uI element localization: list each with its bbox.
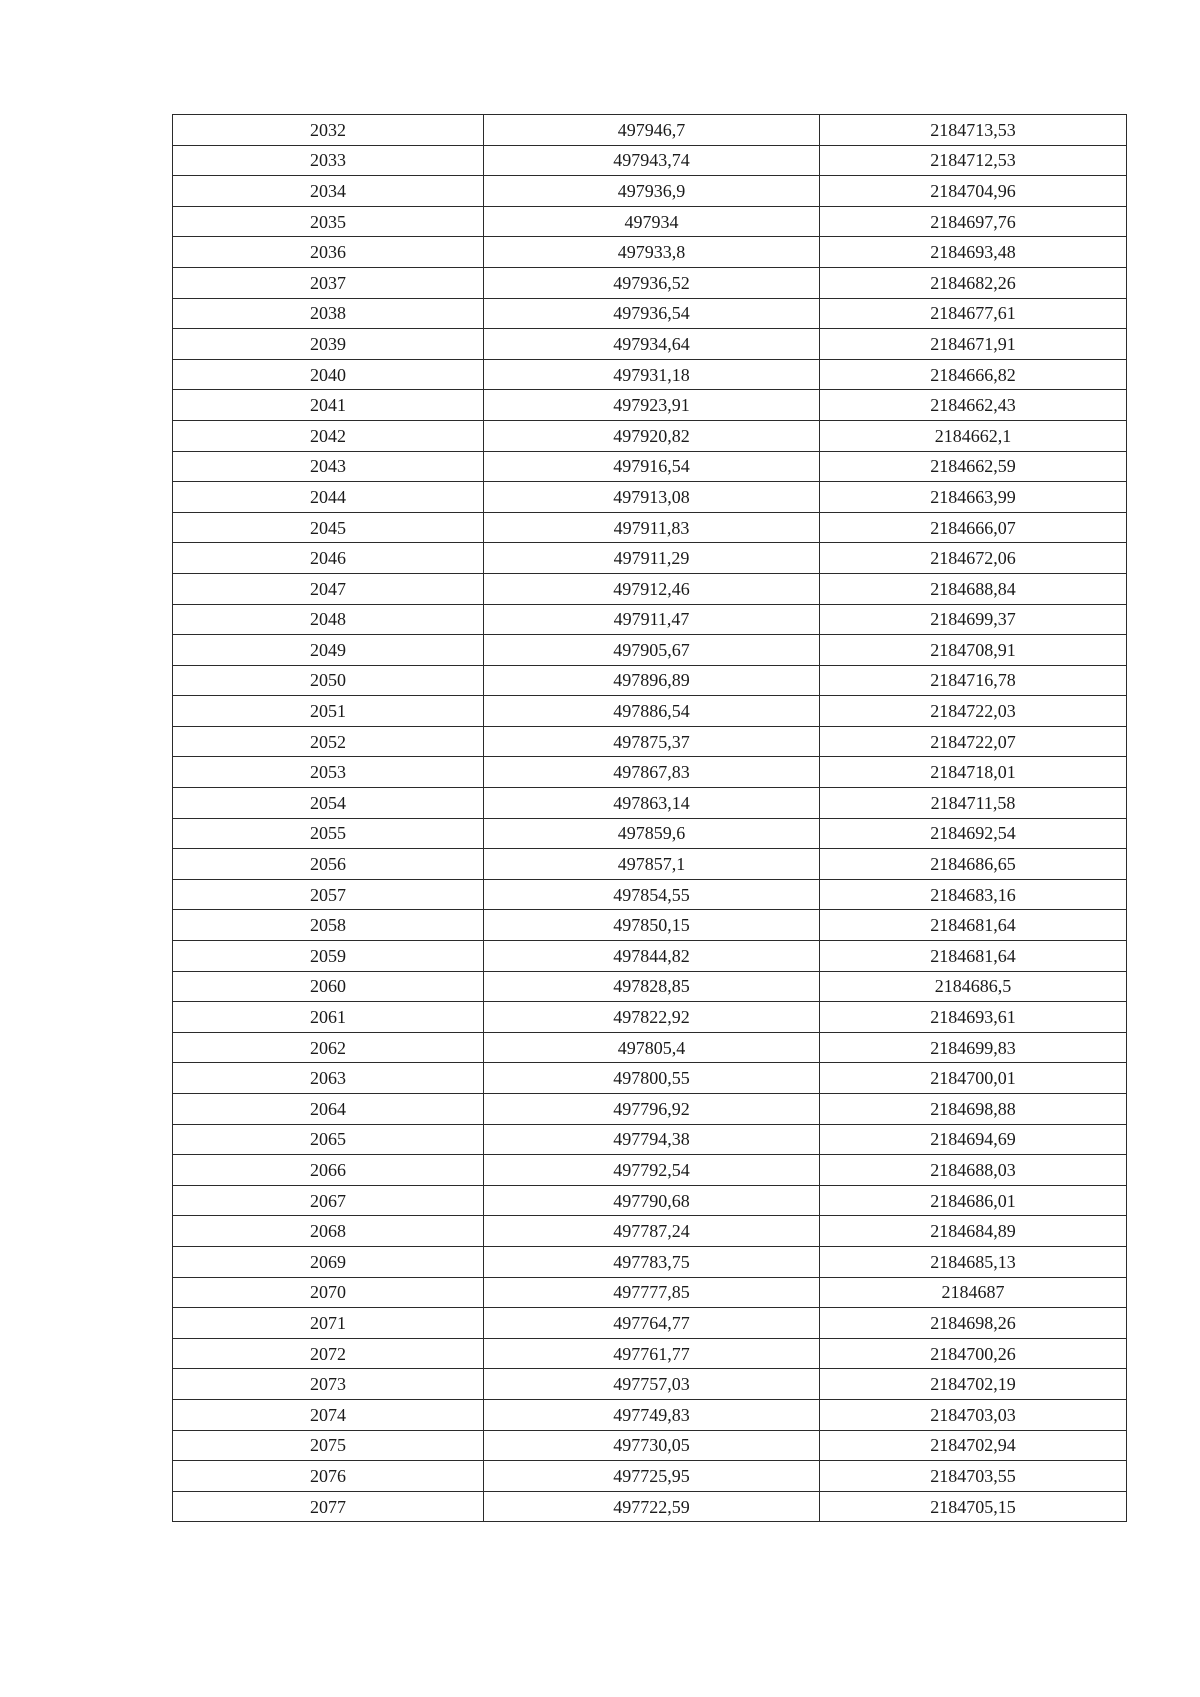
table-row <box>173 1369 1127 1400</box>
x-coordinate-cell: 497822,92 <box>484 1002 820 1033</box>
point-number-cell: 2056 <box>173 849 484 880</box>
table-row <box>173 726 1127 757</box>
table-row <box>173 1491 1127 1522</box>
table-row <box>173 604 1127 635</box>
point-number-cell: 2077 <box>173 1491 484 1522</box>
x-coordinate-cell: 497936,9 <box>484 176 820 207</box>
point-number-cell: 2057 <box>173 879 484 910</box>
x-coordinate-cell: 497859,6 <box>484 818 820 849</box>
table-row <box>173 1399 1127 1430</box>
point-number-cell: 2046 <box>173 543 484 574</box>
point-number-cell: 2064 <box>173 1094 484 1125</box>
coordinates-table <box>172 114 1127 1522</box>
x-coordinate-cell: 497911,83 <box>484 512 820 543</box>
point-number-cell: 2067 <box>173 1185 484 1216</box>
y-coordinate-cell: 2184693,61 <box>820 1002 1127 1033</box>
x-coordinate-cell: 497912,46 <box>484 573 820 604</box>
table-row <box>173 1185 1127 1216</box>
y-coordinate-cell: 2184698,26 <box>820 1308 1127 1339</box>
x-coordinate-cell: 497796,92 <box>484 1094 820 1125</box>
point-number-cell: 2052 <box>173 726 484 757</box>
table-row <box>173 1430 1127 1461</box>
x-coordinate-cell: 497850,15 <box>484 910 820 941</box>
x-coordinate-cell: 497792,54 <box>484 1155 820 1186</box>
y-coordinate-cell: 2184681,64 <box>820 910 1127 941</box>
point-number-cell: 2037 <box>173 267 484 298</box>
table-row <box>173 298 1127 329</box>
point-number-cell: 2044 <box>173 482 484 513</box>
y-coordinate-cell: 2184692,54 <box>820 818 1127 849</box>
table-row <box>173 573 1127 604</box>
table-row <box>173 267 1127 298</box>
point-number-cell: 2076 <box>173 1461 484 1492</box>
x-coordinate-cell: 497783,75 <box>484 1246 820 1277</box>
point-number-cell: 2041 <box>173 390 484 421</box>
table-row <box>173 1124 1127 1155</box>
x-coordinate-cell: 497934,64 <box>484 329 820 360</box>
y-coordinate-cell: 2184666,07 <box>820 512 1127 543</box>
y-coordinate-cell: 2184686,01 <box>820 1185 1127 1216</box>
y-coordinate-cell: 2184662,1 <box>820 420 1127 451</box>
x-coordinate-cell: 497800,55 <box>484 1063 820 1094</box>
point-number-cell: 2039 <box>173 329 484 360</box>
x-coordinate-cell: 497913,08 <box>484 482 820 513</box>
x-coordinate-cell: 497863,14 <box>484 788 820 819</box>
x-coordinate-cell: 497920,82 <box>484 420 820 451</box>
table-row <box>173 941 1127 972</box>
table-row <box>173 1277 1127 1308</box>
point-number-cell: 2054 <box>173 788 484 819</box>
point-number-cell: 2073 <box>173 1369 484 1400</box>
y-coordinate-cell: 2184684,89 <box>820 1216 1127 1247</box>
y-coordinate-cell: 2184705,15 <box>820 1491 1127 1522</box>
y-coordinate-cell: 2184693,48 <box>820 237 1127 268</box>
y-coordinate-cell: 2184699,83 <box>820 1032 1127 1063</box>
x-coordinate-cell: 497911,29 <box>484 543 820 574</box>
point-number-cell: 2047 <box>173 573 484 604</box>
point-number-cell: 2075 <box>173 1430 484 1461</box>
point-number-cell: 2068 <box>173 1216 484 1247</box>
table-row <box>173 482 1127 513</box>
table-row <box>173 788 1127 819</box>
y-coordinate-cell: 2184708,91 <box>820 635 1127 666</box>
y-coordinate-cell: 2184677,61 <box>820 298 1127 329</box>
y-coordinate-cell: 2184686,5 <box>820 971 1127 1002</box>
y-coordinate-cell: 2184662,59 <box>820 451 1127 482</box>
point-number-cell: 2049 <box>173 635 484 666</box>
table-row <box>173 1032 1127 1063</box>
point-number-cell: 2061 <box>173 1002 484 1033</box>
table-row <box>173 145 1127 176</box>
x-coordinate-cell: 497844,82 <box>484 941 820 972</box>
table-row <box>173 420 1127 451</box>
table-row <box>173 329 1127 360</box>
point-number-cell: 2034 <box>173 176 484 207</box>
y-coordinate-cell: 2184694,69 <box>820 1124 1127 1155</box>
y-coordinate-cell: 2184713,53 <box>820 115 1127 146</box>
x-coordinate-cell: 497790,68 <box>484 1185 820 1216</box>
y-coordinate-cell: 2184662,43 <box>820 390 1127 421</box>
point-number-cell: 2036 <box>173 237 484 268</box>
x-coordinate-cell: 497722,59 <box>484 1491 820 1522</box>
table-row <box>173 115 1127 146</box>
table-row <box>173 359 1127 390</box>
y-coordinate-cell: 2184688,03 <box>820 1155 1127 1186</box>
point-number-cell: 2060 <box>173 971 484 1002</box>
x-coordinate-cell: 497764,77 <box>484 1308 820 1339</box>
point-number-cell: 2063 <box>173 1063 484 1094</box>
x-coordinate-cell: 497933,8 <box>484 237 820 268</box>
x-coordinate-cell: 497725,95 <box>484 1461 820 1492</box>
point-number-cell: 2043 <box>173 451 484 482</box>
point-number-cell: 2050 <box>173 665 484 696</box>
x-coordinate-cell: 497730,05 <box>484 1430 820 1461</box>
point-number-cell: 2040 <box>173 359 484 390</box>
y-coordinate-cell: 2184700,26 <box>820 1338 1127 1369</box>
point-number-cell: 2058 <box>173 910 484 941</box>
y-coordinate-cell: 2184697,76 <box>820 206 1127 237</box>
x-coordinate-cell: 497761,77 <box>484 1338 820 1369</box>
point-number-cell: 2042 <box>173 420 484 451</box>
x-coordinate-cell: 497905,67 <box>484 635 820 666</box>
table-row <box>173 849 1127 880</box>
table-row <box>173 665 1127 696</box>
coordinates-table-body <box>173 115 1127 1522</box>
point-number-cell: 2066 <box>173 1155 484 1186</box>
y-coordinate-cell: 2184702,19 <box>820 1369 1127 1400</box>
point-number-cell: 2048 <box>173 604 484 635</box>
x-coordinate-cell: 497931,18 <box>484 359 820 390</box>
table-row <box>173 818 1127 849</box>
y-coordinate-cell: 2184663,99 <box>820 482 1127 513</box>
table-row <box>173 910 1127 941</box>
y-coordinate-cell: 2184683,16 <box>820 879 1127 910</box>
y-coordinate-cell: 2184716,78 <box>820 665 1127 696</box>
y-coordinate-cell: 2184687 <box>820 1277 1127 1308</box>
x-coordinate-cell: 497923,91 <box>484 390 820 421</box>
x-coordinate-cell: 497943,74 <box>484 145 820 176</box>
table-row <box>173 1246 1127 1277</box>
y-coordinate-cell: 2184703,03 <box>820 1399 1127 1430</box>
point-number-cell: 2038 <box>173 298 484 329</box>
table-row <box>173 206 1127 237</box>
x-coordinate-cell: 497777,85 <box>484 1277 820 1308</box>
point-number-cell: 2072 <box>173 1338 484 1369</box>
y-coordinate-cell: 2184722,03 <box>820 696 1127 727</box>
x-coordinate-cell: 497875,37 <box>484 726 820 757</box>
table-row <box>173 176 1127 207</box>
y-coordinate-cell: 2184700,01 <box>820 1063 1127 1094</box>
y-coordinate-cell: 2184722,07 <box>820 726 1127 757</box>
y-coordinate-cell: 2184711,58 <box>820 788 1127 819</box>
y-coordinate-cell: 2184703,55 <box>820 1461 1127 1492</box>
y-coordinate-cell: 2184698,88 <box>820 1094 1127 1125</box>
point-number-cell: 2045 <box>173 512 484 543</box>
table-row <box>173 543 1127 574</box>
x-coordinate-cell: 497936,54 <box>484 298 820 329</box>
table-row <box>173 390 1127 421</box>
point-number-cell: 2071 <box>173 1308 484 1339</box>
y-coordinate-cell: 2184699,37 <box>820 604 1127 635</box>
y-coordinate-cell: 2184681,64 <box>820 941 1127 972</box>
point-number-cell: 2065 <box>173 1124 484 1155</box>
table-row <box>173 971 1127 1002</box>
table-row <box>173 1063 1127 1094</box>
y-coordinate-cell: 2184672,06 <box>820 543 1127 574</box>
table-row <box>173 696 1127 727</box>
point-number-cell: 2070 <box>173 1277 484 1308</box>
point-number-cell: 2051 <box>173 696 484 727</box>
y-coordinate-cell: 2184685,13 <box>820 1246 1127 1277</box>
table-row <box>173 635 1127 666</box>
x-coordinate-cell: 497911,47 <box>484 604 820 635</box>
table-row <box>173 1002 1127 1033</box>
y-coordinate-cell: 2184686,65 <box>820 849 1127 880</box>
table-row <box>173 1461 1127 1492</box>
x-coordinate-cell: 497854,55 <box>484 879 820 910</box>
x-coordinate-cell: 497749,83 <box>484 1399 820 1430</box>
table-row <box>173 1216 1127 1247</box>
table-row <box>173 1155 1127 1186</box>
x-coordinate-cell: 497787,24 <box>484 1216 820 1247</box>
table-row <box>173 757 1127 788</box>
point-number-cell: 2055 <box>173 818 484 849</box>
table-row <box>173 879 1127 910</box>
point-number-cell: 2035 <box>173 206 484 237</box>
x-coordinate-cell: 497936,52 <box>484 267 820 298</box>
x-coordinate-cell: 497805,4 <box>484 1032 820 1063</box>
x-coordinate-cell: 497794,38 <box>484 1124 820 1155</box>
point-number-cell: 2069 <box>173 1246 484 1277</box>
y-coordinate-cell: 2184688,84 <box>820 573 1127 604</box>
x-coordinate-cell: 497867,83 <box>484 757 820 788</box>
x-coordinate-cell: 497896,89 <box>484 665 820 696</box>
y-coordinate-cell: 2184712,53 <box>820 145 1127 176</box>
table-row <box>173 1338 1127 1369</box>
point-number-cell: 2032 <box>173 115 484 146</box>
y-coordinate-cell: 2184671,91 <box>820 329 1127 360</box>
table-row <box>173 451 1127 482</box>
table-row <box>173 1308 1127 1339</box>
y-coordinate-cell: 2184704,96 <box>820 176 1127 207</box>
y-coordinate-cell: 2184718,01 <box>820 757 1127 788</box>
x-coordinate-cell: 497886,54 <box>484 696 820 727</box>
x-coordinate-cell: 497757,03 <box>484 1369 820 1400</box>
x-coordinate-cell: 497916,54 <box>484 451 820 482</box>
table-row <box>173 237 1127 268</box>
point-number-cell: 2059 <box>173 941 484 972</box>
point-number-cell: 2062 <box>173 1032 484 1063</box>
table-row <box>173 512 1127 543</box>
y-coordinate-cell: 2184682,26 <box>820 267 1127 298</box>
point-number-cell: 2053 <box>173 757 484 788</box>
x-coordinate-cell: 497857,1 <box>484 849 820 880</box>
point-number-cell: 2033 <box>173 145 484 176</box>
table-row <box>173 1094 1127 1125</box>
y-coordinate-cell: 2184702,94 <box>820 1430 1127 1461</box>
x-coordinate-cell: 497946,7 <box>484 115 820 146</box>
x-coordinate-cell: 497828,85 <box>484 971 820 1002</box>
point-number-cell: 2074 <box>173 1399 484 1430</box>
x-coordinate-cell: 497934 <box>484 206 820 237</box>
y-coordinate-cell: 2184666,82 <box>820 359 1127 390</box>
